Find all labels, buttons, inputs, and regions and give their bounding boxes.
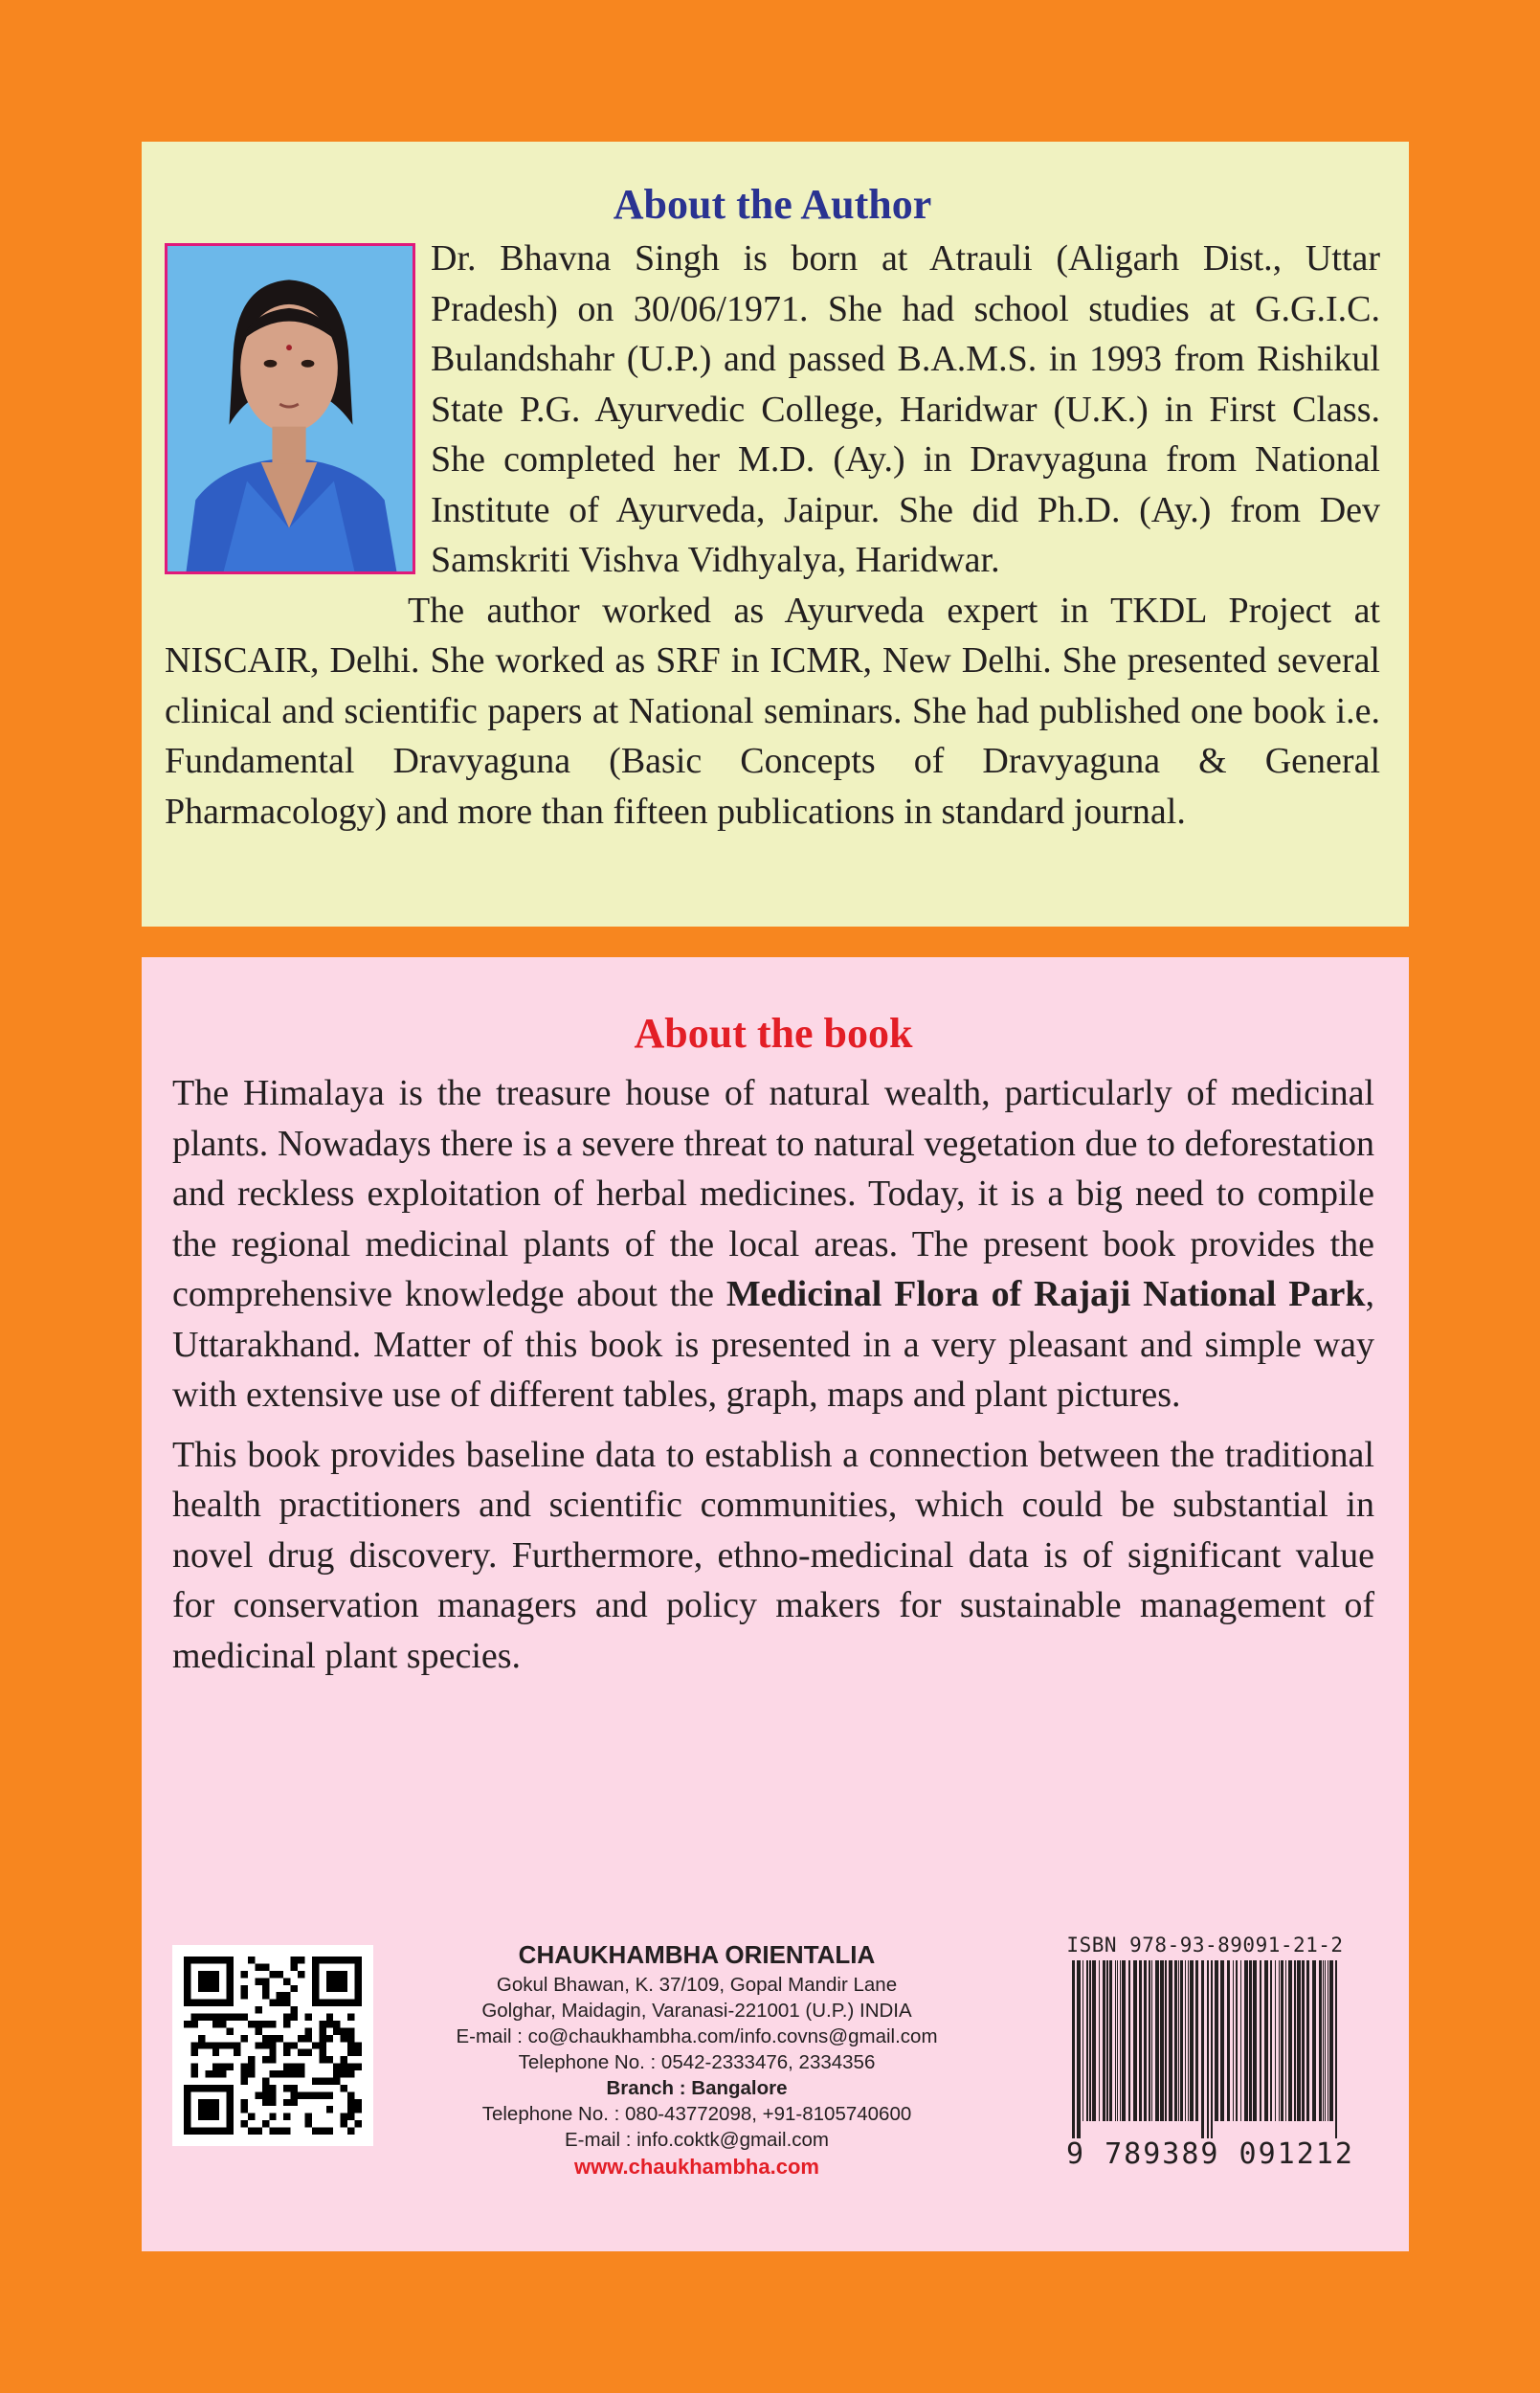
author-photo	[165, 243, 415, 574]
isbn-label: ISBN 978-93-89091-21-2	[1066, 1934, 1344, 1957]
publisher-address-line-2: Golghar, Maidagin, Varanasi-221001 (U.P.) INDIA	[481, 2000, 912, 2022]
about-book-heading: About the book	[634, 1010, 913, 1057]
back-cover-footer	[142, 1914, 1409, 2249]
book-description-paragraph-2: This book provides baseline data to establish a connection between the traditional health practitioners and scientific communities, which could be substantial in novel drug discovery. Furthermore, ethno-medicinal data is of significant value for conservation managers and policy makers for sustainable management of medicinal plant species.	[172, 1434, 1374, 1676]
author-bio-paragraph-2: The author worked as Ayurveda expert in TKDL Project at NISCAIR, Delhi. She worked as SRF in ICMR, New Delhi. She presented several clinical and scientific papers at National seminars. She had published one book i.e. Fundamental Dravyaguna (Basic Concepts of Dravyaguna & General Pharmacology) and more than fifteen publications in standard journal.	[165, 590, 1380, 832]
branch-phone: Telephone No. : 080-43772098, +91-8105740600	[481, 2103, 912, 2125]
publisher-name: CHAUKHAMBHA ORIENTALIA	[518, 1940, 876, 1969]
qr-code[interactable]	[172, 1945, 373, 2146]
publisher-address-line-1: Gokul Bhawan, K. 37/109, Gopal Mandir Lane	[496, 1974, 898, 1996]
book-description-paragraph-1	[172, 1068, 1374, 1420]
about-author-heading: About the Author	[613, 181, 932, 228]
publisher-phone: Telephone No. : 0542-2333476, 2334356	[518, 2051, 876, 2073]
barcode-digits: 9 789389 091212	[1066, 2137, 1354, 2171]
publisher-info	[429, 1937, 965, 2181]
book-title-emphasis: Medicinal Flora of Rajaji National Park	[725, 1274, 1366, 1314]
barcode-icon	[1066, 1960, 1344, 2138]
isbn-barcode	[1066, 1932, 1354, 2181]
about-author-panel	[142, 142, 1409, 927]
author-bio-paragraph-1: Dr. Bhavna Singh is born at Atrauli (Aligarh Dist., Uttar Pradesh) on 30/06/1971. She had school studies at G.G.I.C. Bulandshahr (U.P.) and passed B.A.M.S. in 1993 from Rishikul State P.G. Ayurvedic College, Haridwar (U.K.) in First Class. She completed her M.D. (Ay.) in Dravyaguna from National Institute of Ayurveda, Jaipur. She did Ph.D. (Ay.) from Dev Samskriti Vishva Vidhyalya, Haridwar.	[431, 238, 1380, 580]
qr-code-icon	[184, 1957, 362, 2135]
branch-email: E-mail : info.coktk@gmail.com	[565, 2129, 829, 2151]
book-para1-text-end: , Uttarakhand. Matter of this book is presented in a very pleasant and simple way with extensive use of different tables, graph, maps and plant pictures.	[172, 1274, 1375, 1415]
branch-label: Branch : Bangalore	[606, 2077, 788, 2099]
book-para1-text: The Himalaya is the treasure house of natural wealth, particularly of medicinal plants. Nowadays there is a severe threat to natural vegetation due to deforestation and reckless exploitation of herbal medicines. Today, it is a big need to compile the regional medicinal plants of the local areas. The present book provides the comprehensive knowledge about the	[172, 1073, 1374, 1314]
publisher-website-link[interactable]: www.chaukhambha.com	[574, 2155, 819, 2179]
author-portrait-image	[167, 246, 413, 571]
publisher-email: E-mail : co@chaukhambha.com/info.covns@gmail.com	[456, 2025, 938, 2047]
